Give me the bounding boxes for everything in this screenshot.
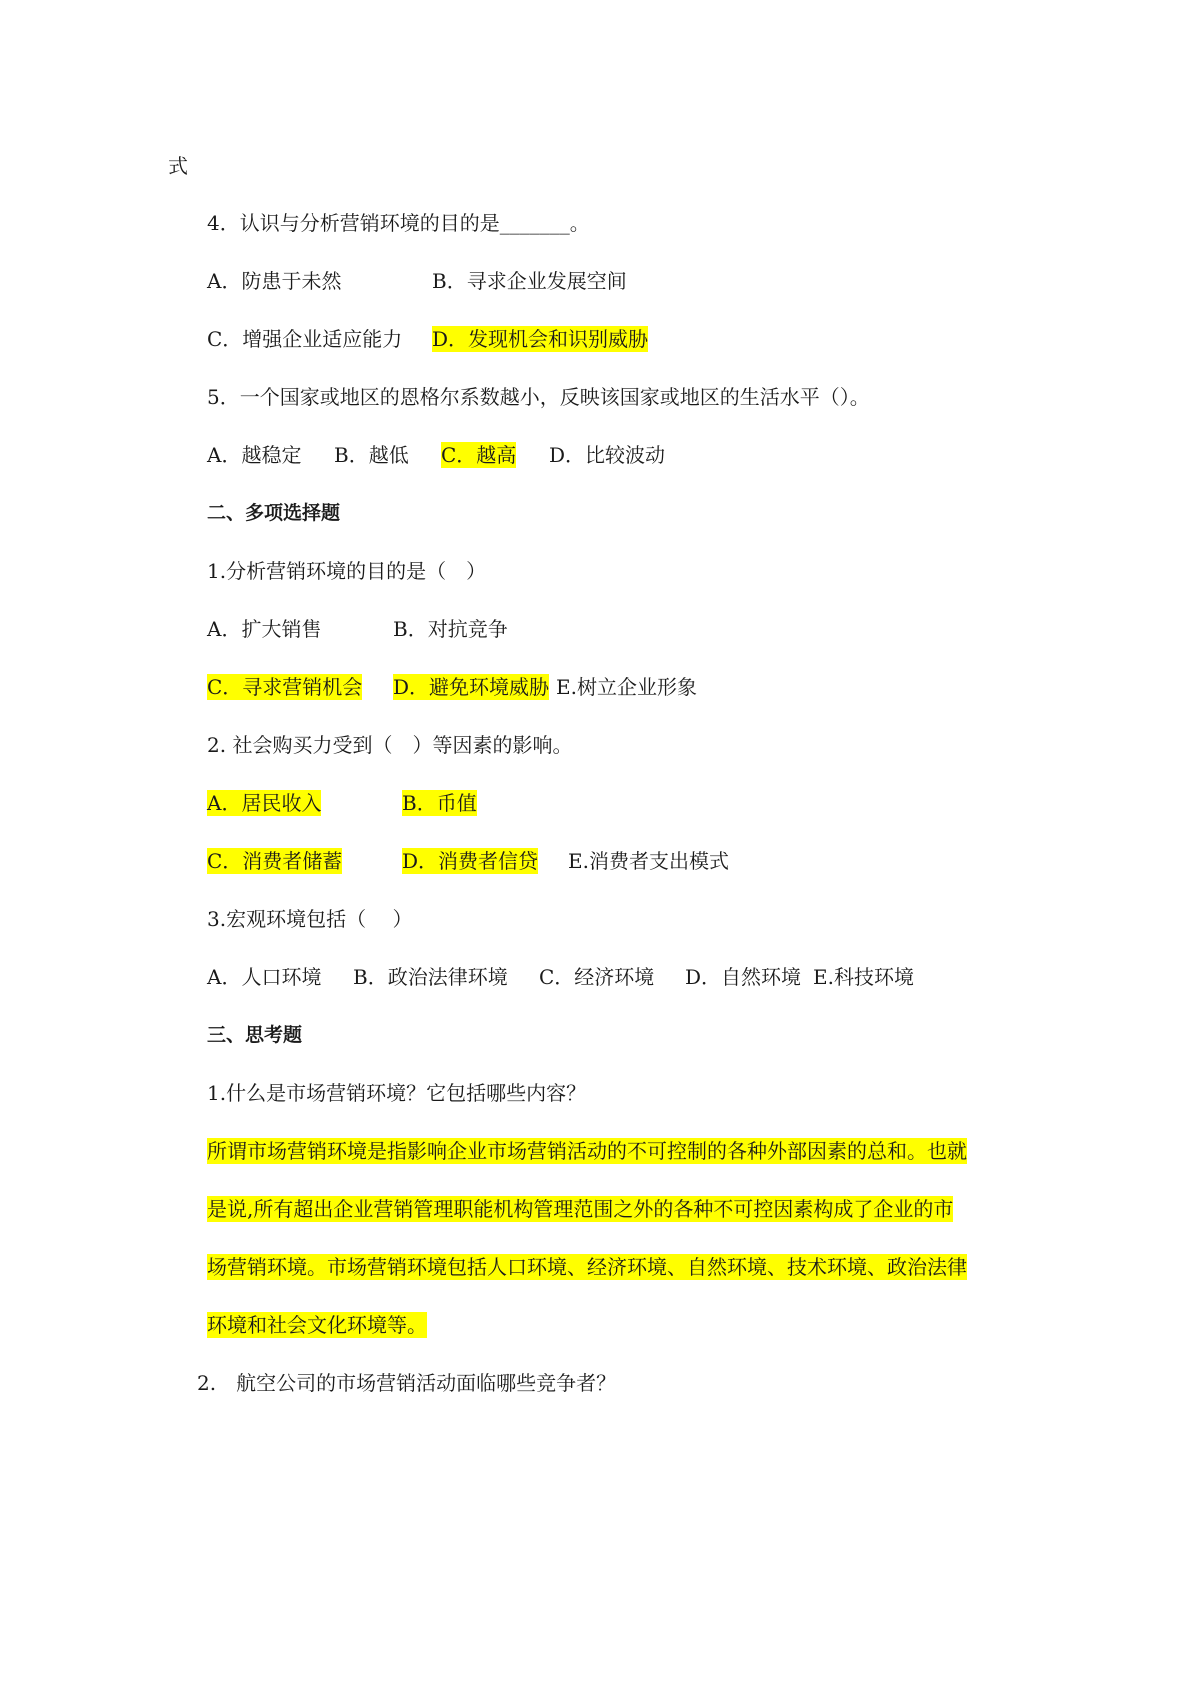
question-5-stem: 5．一个国家或地区的恩格尔系数越小，反映该国家或地区的生活水平（）。 — [207, 385, 870, 409]
question-4-stem: 4．认识与分析营销环境的目的是_______。 — [207, 211, 590, 235]
s2-question-1-option-b: B．对抗竞争 — [393, 617, 508, 641]
section-3-title: 三、思考题 — [207, 1024, 303, 1046]
s2-question-2-option-a-highlighted: A．居民收入 — [207, 791, 322, 815]
s2-question-2-option-b-highlighted: B．币值 — [402, 791, 477, 815]
s2-question-2-option-e: E.消费者支出模式 — [568, 849, 729, 873]
section-2-title: 二、多项选择题 — [207, 502, 341, 524]
s2-question-1-option-c-highlighted: C．寻求营销机会 — [207, 675, 363, 699]
s2-question-3-option-a: A．人口环境 — [207, 965, 322, 989]
s3-answer-line-4: 环境和社会文化环境等。 — [207, 1313, 427, 1337]
s2-question-3-option-b: B．政治法律环境 — [353, 965, 508, 989]
question-5-option-a: A．越稳定 — [207, 443, 302, 467]
s2-question-3-option-d: D．自然环境 — [685, 965, 802, 989]
question-4-option-d-highlighted: D．发现机会和识别威胁 — [432, 327, 649, 351]
s2-question-3-option-e: E.科技环境 — [813, 965, 914, 989]
s2-question-1-option-d-highlighted: D．避免环境威胁 — [393, 675, 550, 699]
s3-question-2-stem: 2. 航空公司的市场营销活动面临哪些竞争者？ — [197, 1371, 617, 1395]
s3-answer-line-2: 是说,所有超出企业营销管理职能机构管理范围之外的各种不可控因素构成了企业的市 — [207, 1197, 954, 1221]
s3-answer-line-3: 场营销环境。市场营销环境包括人口环境、经济环境、自然环境、技术环境、政治法律 — [207, 1255, 967, 1279]
s2-question-2-option-d-highlighted: D．消费者信贷 — [402, 849, 539, 873]
question-5-option-d: D．比较波动 — [549, 443, 666, 467]
s3-answer-line-1: 所谓市场营销环境是指影响企业市场营销活动的不可控制的各种外部因素的总和。也就 — [207, 1139, 967, 1163]
s2-question-2-option-c-highlighted: C．消费者储蓄 — [207, 849, 343, 873]
question-4-option-b: B．寻求企业发展空间 — [432, 269, 627, 293]
question-4-option-c: C．增强企业适应能力 — [207, 327, 403, 351]
question-5-option-b: B．越低 — [334, 443, 409, 467]
s2-question-1-option-e: E.树立企业形象 — [556, 675, 697, 699]
s3-question-1-stem: 1.什么是市场营销环境？它包括哪些内容？ — [207, 1081, 587, 1105]
s2-question-3-stem: 3.宏观环境包括（ ） — [207, 907, 413, 931]
s2-question-2-stem: 2. 社会购买力受到（ ）等因素的影响。 — [207, 733, 573, 757]
question-4-option-a: A．防患于未然 — [207, 269, 342, 293]
question-5-option-c-highlighted: C．越高 — [441, 443, 517, 467]
s2-question-3-option-c: C．经济环境 — [539, 965, 655, 989]
s2-question-1-stem: 1.分析营销环境的目的是（ ） — [207, 559, 487, 583]
s2-question-1-option-a: A．扩大销售 — [207, 617, 322, 641]
continuation-text: 式 — [168, 154, 188, 178]
